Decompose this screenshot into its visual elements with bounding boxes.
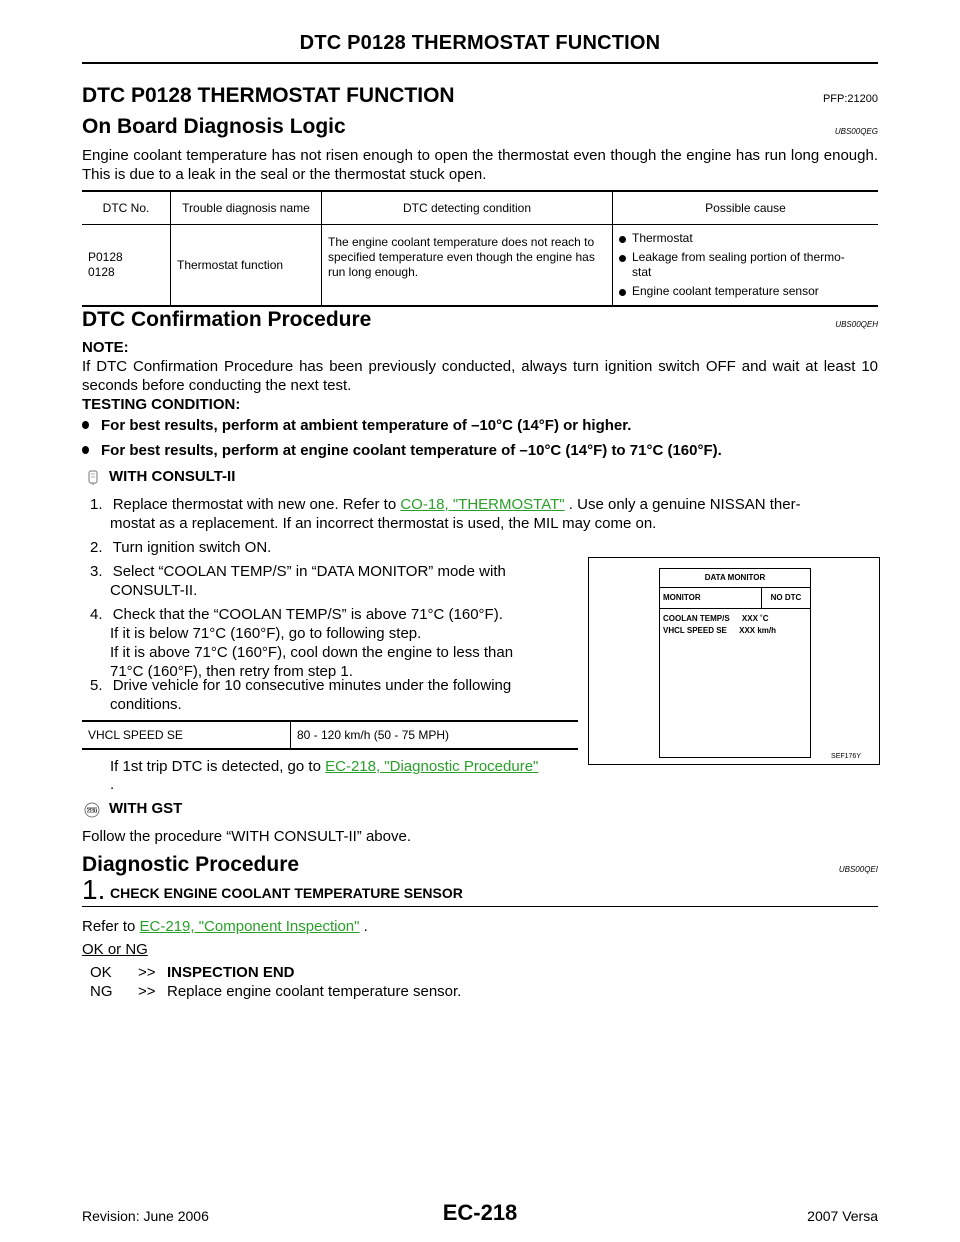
list-item: Thermostat	[619, 231, 872, 246]
speed-label: VHCL SPEED SE	[82, 721, 291, 749]
monitor-col-1: MONITOR	[660, 588, 762, 608]
monitor-col-2: NO DTC	[770, 593, 802, 602]
col-dtc-no: DTC No.	[82, 191, 171, 225]
trip-end: .	[110, 776, 115, 793]
consult-icon	[86, 470, 100, 486]
diag-step-rule	[82, 906, 878, 907]
dtc-table-header	[82, 191, 878, 225]
gst-text: Follow the procedure “WITH CONSULT-II” above.	[82, 828, 411, 845]
step-4-line4: 71°C (160°F), then retry from step 1.	[110, 663, 353, 680]
dtc-no-2: 0128	[88, 265, 115, 279]
table-row	[82, 225, 878, 307]
note-text: If DTC Confirmation Procedure has been previously conducted, always turn ignition switch OFF and wait at least 10 seconds before conducting the next test.	[82, 358, 878, 394]
dtc-no-1: P0128	[88, 250, 123, 264]
running-title: DTC P0128 THERMOSTAT FUNCTION	[299, 32, 661, 54]
obd-title: On Board Diagnosis Logic	[82, 115, 346, 138]
diag-step-number: 1.	[82, 874, 106, 905]
speed-table	[82, 720, 578, 750]
diag-title: Diagnostic Procedure	[82, 853, 300, 876]
obd-text: Engine coolant temperature has not risen enough to open the thermostat even though the engine has run long enough. This is due to a leak in the seal or the thermostat stuck open.	[82, 147, 878, 183]
step-1: 1. Replace thermostat with new one. Refer to CO-18, "THERMOSTAT" . Use only a genuine NISSAN ther-	[90, 496, 801, 513]
thermostat-link[interactable]: CO-18, "THERMOSTAT"	[400, 496, 565, 513]
footer-model: 2007 Versa	[807, 1208, 878, 1224]
step-4-line2: If it is below 71°C (160°F), go to following step.	[110, 625, 422, 642]
bullet-icon	[82, 421, 89, 429]
section-pfp: PFP:21200	[822, 93, 878, 105]
note-label: NOTE:	[82, 339, 129, 356]
bullet-icon	[619, 289, 626, 296]
step-3: 3. Select “COOLAN TEMP/S” in “DATA MONITOR” mode with	[90, 563, 506, 580]
step-4-line3: If it is above 71°C (160°F), cool down the engine to less than	[110, 644, 514, 661]
component-inspection-link[interactable]: EC-219, "Component Inspection"	[139, 918, 360, 935]
monitor-row-1: COOLAN TEMP/S XXX ˚C	[663, 614, 769, 623]
confirm-ref: UBS00QEH	[835, 320, 878, 329]
figure-code: SEF176Y	[831, 753, 861, 760]
step-1-cont: mostat as a replacement. If an incorrect thermostat is used, the MIL may come on.	[110, 515, 657, 532]
bullet-icon	[82, 446, 89, 454]
col-condition: DTC detecting condition	[322, 191, 613, 225]
ok-result: INSPECTION END	[167, 964, 295, 981]
ng-arrow: >>	[138, 983, 156, 1000]
col-diag-name: Trouble diagnosis name	[171, 191, 322, 225]
ok-ng-label: OK or NG	[82, 941, 148, 958]
diag-step-title: CHECK ENGINE COOLANT TEMPERATURE SENSOR	[110, 885, 463, 901]
ok-arrow: >>	[138, 964, 156, 981]
step-4: 4. Check that the “COOLAN TEMP/S” is above 71°C (160°F).	[90, 606, 503, 623]
monitor-row-2: VHCL SPEED SE XXX km/h	[663, 626, 777, 635]
bullet-icon	[619, 255, 626, 262]
speed-value: 80 - 120 km/h (50 - 75 MPH)	[291, 721, 579, 749]
step-5-cont: conditions.	[110, 696, 182, 713]
diagnostic-procedure-link[interactable]: EC-218, "Diagnostic Procedure"	[325, 758, 539, 775]
bullet-icon	[619, 236, 626, 243]
ok-label: OK	[90, 964, 112, 981]
step-5: 5. Drive vehicle for 10 consecutive minutes under the following	[90, 677, 512, 694]
svg-text:GST: GST	[86, 809, 98, 814]
confirm-title: DTC Confirmation Procedure	[82, 308, 372, 331]
list-item: Leakage from sealing portion of thermo-stat	[619, 250, 872, 280]
testing-label: TESTING CONDITION:	[82, 396, 241, 413]
trip-text: If 1st trip DTC is detected, go to EC-218, "Diagnostic Procedure"	[110, 758, 539, 775]
ng-label: NG	[90, 983, 113, 1000]
section-title: DTC P0128 THERMOSTAT FUNCTION	[82, 84, 455, 107]
step-3-cont: CONSULT-II.	[110, 582, 198, 599]
monitor-title: DATA MONITOR	[660, 569, 810, 588]
obd-ref: UBS00QEG	[834, 127, 878, 136]
footer-revision: Revision: June 2006	[82, 1208, 209, 1224]
header-rule	[82, 62, 878, 64]
condition-item: For best results, perform at ambient temperature of –10°C (14°F) or higher.	[82, 416, 631, 435]
condition-item: For best results, perform at engine coolant temperature of –10°C (14°F) to 71°C (160°F).	[82, 441, 722, 460]
with-gst-heading: WITH GST	[109, 800, 183, 817]
monitor-rows	[660, 609, 810, 637]
diag-ref: UBS00QEI	[838, 865, 878, 874]
ng-result: Replace engine coolant temperature sensor.	[167, 983, 462, 1000]
diag-name-cell: Thermostat function	[171, 225, 322, 307]
cause-cell	[613, 225, 879, 307]
table-row	[82, 721, 578, 749]
step-2: 2. Turn ignition switch ON.	[90, 539, 272, 556]
dtc-table	[82, 190, 878, 307]
gst-icon	[84, 802, 100, 818]
condition-cell: The engine coolant temperature does not reach to specified temperature even though the engine has run long enough.	[322, 225, 613, 307]
data-monitor-figure	[588, 557, 880, 765]
diag-refer: Refer to EC-219, "Component Inspection" .	[82, 918, 368, 935]
list-item: Engine coolant temperature sensor	[619, 284, 872, 299]
with-consult-heading: WITH CONSULT-II	[109, 468, 236, 485]
dtc-no-cell	[82, 225, 171, 307]
col-cause: Possible cause	[613, 191, 879, 225]
page-number: EC-218	[442, 1200, 518, 1225]
monitor-header	[660, 588, 810, 609]
data-monitor-screen	[659, 568, 811, 758]
